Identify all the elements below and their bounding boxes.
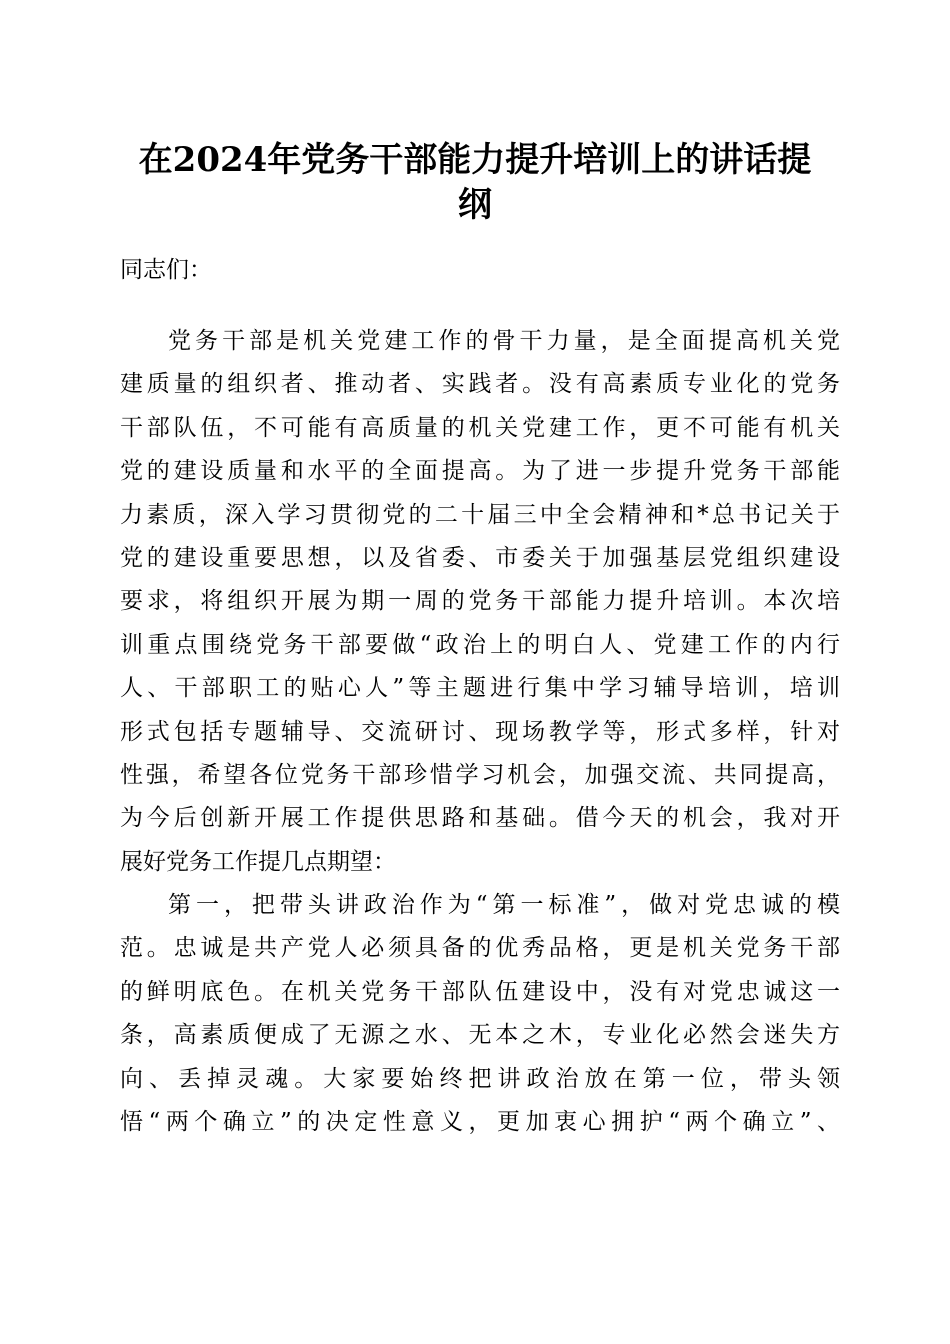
text-line: 形式包括专题辅导、交流研讨、现场教学等，形式多样，针对 (120, 718, 840, 745)
text-line: 训重点围绕党务干部要做“政治上的明白人、党建工作的内行 (120, 631, 840, 658)
text-line: 党的建设重要思想，以及省委、市委关于加强基层党组织建设 (120, 544, 840, 571)
text-line: 第一，把带头讲政治作为“第一标准”，做对党忠诚的模 (168, 892, 840, 919)
text-line: 性强，希望各位党务干部珍惜学习机会，加强交流、共同提高， (120, 761, 840, 788)
text-line: 党务干部是机关党建工作的骨干力量，是全面提高机关党 (168, 328, 840, 354)
text-line: 要求，将组织开展为期一周的党务干部能力提升培训。本次培 (120, 588, 840, 615)
text-line: 党的建设质量和水平的全面提高。为了进一步提升党务干部能 (120, 458, 840, 485)
paragraph (120, 324, 840, 888)
text-line: 展好党务工作提几点期望： (120, 848, 396, 875)
text-line: 人、干部职工的贴心人”等主题进行集中学习辅导培训，培训 (120, 675, 840, 702)
text-line: 的鲜明底色。在机关党务干部队伍建设中，没有对党忠诚这一 (120, 978, 840, 1005)
text-line: 悟“两个确立”的决定性意义，更加衷心拥护“两个确立”、 (120, 1109, 840, 1136)
text-line: 干部队伍，不可能有高质量的机关党建工作，更不可能有机关 (120, 414, 840, 441)
greeting: 同志们： (120, 257, 212, 283)
text-line: 范。忠诚是共产党人必须具备的优秀品格，更是机关党务干部 (120, 935, 840, 962)
document-title (100, 138, 850, 228)
title-line: 在2024年党务干部能力提升培训上的讲话提 (138, 140, 812, 180)
text-line: 建质量的组织者、推动者、实践者。没有高素质专业化的党务 (120, 371, 840, 398)
text-line: 为今后创新开展工作提供思路和基础。借今天的机会，我对开 (120, 805, 840, 832)
text-line: 向、丢掉灵魂。大家要始终把讲政治放在第一位，带头领 (120, 1065, 840, 1092)
title-line: 纲 (458, 185, 492, 225)
text-line: 力素质，深入学习贯彻党的二十届三中全会精神和*总书记关于 (120, 501, 840, 528)
document-body (120, 324, 840, 1148)
paragraph (120, 888, 840, 1148)
text-line: 条，高素质便成了无源之水、无本之木，专业化必然会迷失方 (120, 1022, 840, 1049)
